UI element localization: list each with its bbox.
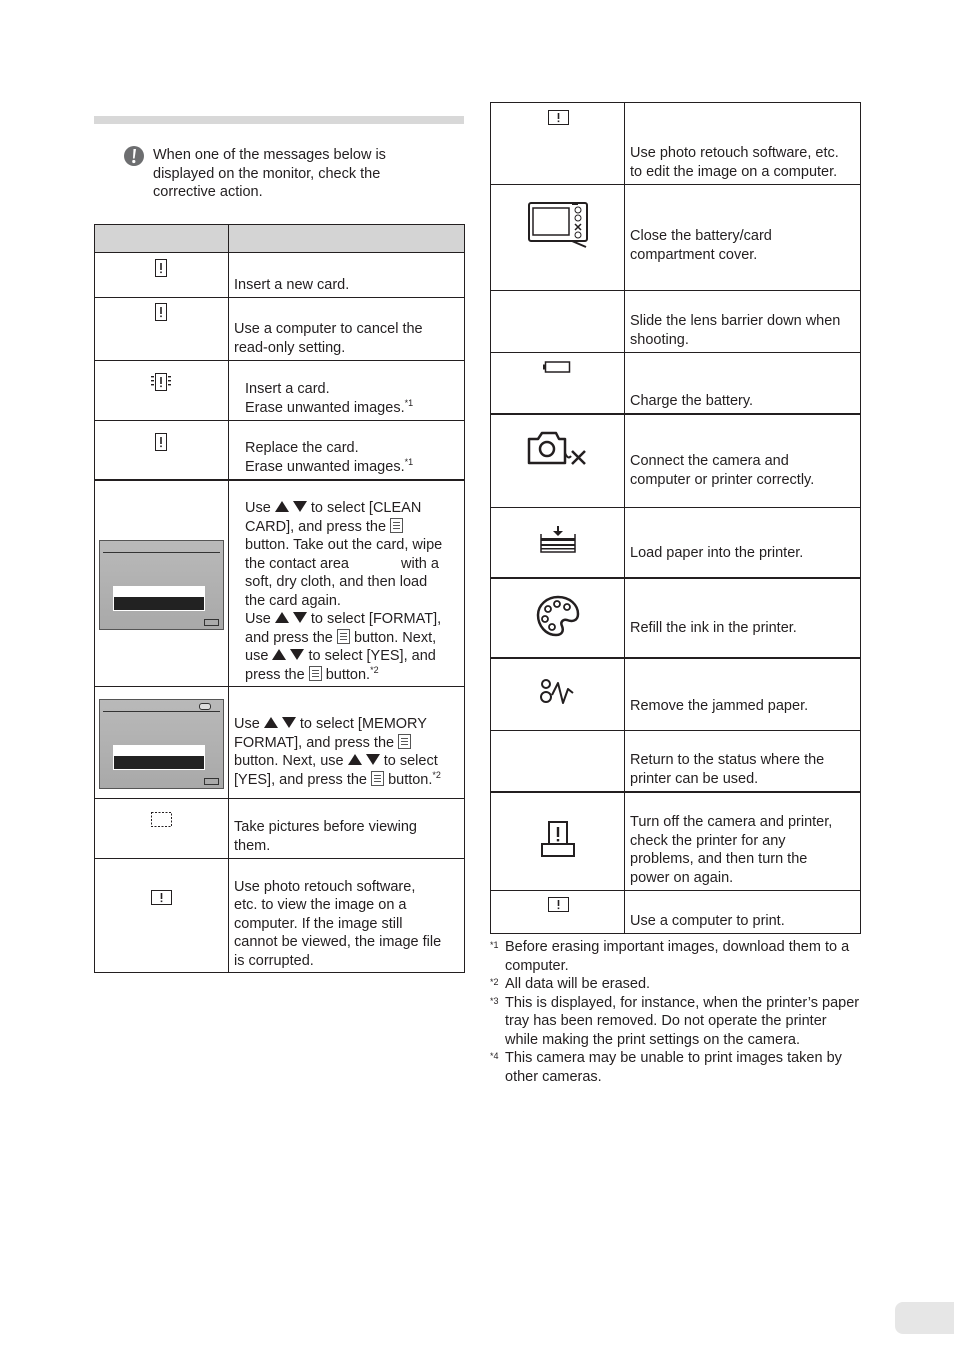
table-row	[491, 415, 860, 508]
picture-error-icon	[548, 897, 569, 912]
table-row	[95, 859, 464, 973]
table-row	[95, 799, 464, 859]
picture-error-icon	[151, 890, 172, 905]
remedy-text: Load paper into the printer.	[630, 544, 804, 561]
table-row	[95, 361, 464, 421]
ok-button-icon	[309, 666, 322, 681]
remedy-text: Slide the lens barrier down when shooting.	[630, 313, 841, 348]
paper-load-icon	[540, 524, 576, 554]
remedy-text: Replace the card. Erase unwanted images.$^{*1}$	[245, 440, 414, 475]
error-table-left	[94, 224, 465, 973]
remedy-text: Use photo retouch software, etc. to view the image on a computer. If the image still cannot be viewed, the image file is corrupted.	[234, 878, 442, 969]
remedy-text: Use to select [CLEAN CARD], and press the button. Take out the card, wipe the contact area with a soft, dry cloth, and then load the card again. Use to select [FORMAT], and press the button. Next, use to select [YES], and press the button.$^{*2}$	[245, 500, 443, 683]
footnotes	[490, 938, 862, 1086]
remedy-text: Take pictures before viewing them.	[234, 819, 417, 854]
card-error-icon	[155, 259, 167, 277]
table-row	[95, 421, 464, 481]
footnote: *2 All data will be erased.	[490, 976, 651, 992]
remedy-text: Insert a card. Erase unwanted images.$^{*1}$	[245, 381, 414, 416]
camera-x-icon	[527, 431, 589, 467]
error-table-right	[490, 102, 861, 934]
remedy-text: Return to the status where the printer can be used.	[630, 752, 825, 787]
table-row	[491, 103, 860, 185]
caution-icon	[123, 145, 145, 167]
ok-button-icon	[390, 518, 403, 533]
card-error-icon	[155, 433, 167, 451]
section-header-bar	[94, 116, 464, 124]
header-cell-remedy	[229, 225, 464, 252]
remedy-text: Use a computer to cancel the read-only setting.	[234, 321, 423, 356]
table-header	[95, 225, 464, 253]
card-setup-screen	[99, 540, 224, 630]
memory-setup-screen	[99, 699, 224, 789]
remedy-text: Connect the camera and computer or printer correctly.	[630, 453, 815, 488]
intro-text: When one of the messages below is displayed on the monitor, check the corrective action.	[153, 147, 386, 200]
footnote: *4 This camera may be unable to print images taken by other cameras.	[490, 1050, 842, 1085]
palette-icon	[536, 595, 580, 637]
remedy-text: Close the battery/card compartment cover.	[630, 228, 772, 263]
header-cell-message	[95, 225, 229, 252]
ok-button-icon	[398, 734, 411, 749]
no-picture-icon	[151, 812, 172, 827]
table-row	[491, 185, 860, 291]
table-row	[95, 298, 464, 361]
remedy-text: Use to select [MEMORY FORMAT], and press the button. Next, use to select [YES], and press the button.$^{*2}$	[234, 716, 441, 788]
table-row	[491, 508, 860, 579]
table-row	[491, 579, 860, 659]
table-row	[491, 659, 860, 731]
table-row	[95, 687, 464, 799]
footnote: *1 Before erasing important images, download them to a computer.	[490, 939, 850, 974]
battery-icon	[543, 361, 571, 373]
card-error-icon	[155, 303, 167, 321]
remedy-text: Use photo retouch software, etc. to edit the image on a computer.	[630, 145, 839, 180]
table-row	[491, 793, 860, 891]
table-row	[95, 253, 464, 298]
ok-button-icon	[371, 771, 384, 786]
remedy-text: Refill the ink in the printer.	[630, 619, 797, 636]
remedy-text: Charge the battery.	[630, 392, 754, 409]
memory-error-icon	[151, 373, 171, 391]
battery-cover-open-icon	[528, 201, 590, 249]
remedy-text: Turn off the camera and printer, check the printer for any problems, and then turn the power on again.	[630, 814, 833, 886]
table-row	[95, 481, 464, 687]
page-number-tab	[895, 1302, 954, 1334]
remedy-text: Use a computer to print.	[630, 912, 785, 929]
ok-button-icon	[337, 629, 350, 644]
table-row	[491, 353, 860, 415]
printer-error-icon	[540, 820, 576, 858]
table-row	[491, 291, 860, 353]
footnote: *3 This is displayed, for instance, when the printer’s paper tray has been removed. Do not operate the printer while making the print settings on the camera.	[490, 994, 860, 1048]
table-row	[491, 891, 860, 933]
jam-icon	[540, 677, 576, 707]
remedy-text: Insert a new card.	[234, 276, 350, 293]
table-row	[491, 731, 860, 793]
picture-error-icon	[548, 110, 569, 125]
remedy-text: Remove the jammed paper.	[630, 697, 809, 714]
